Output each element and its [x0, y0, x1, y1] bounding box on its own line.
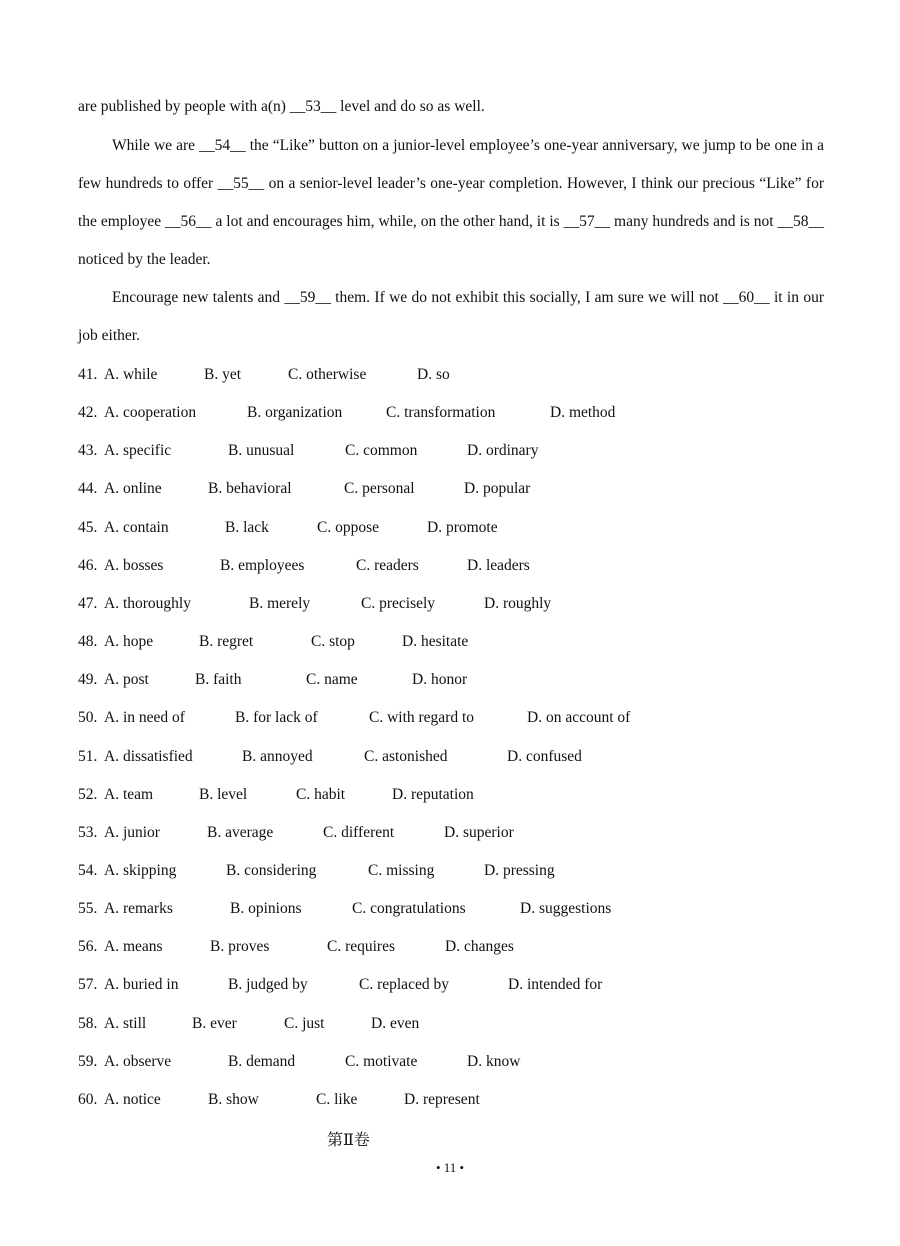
option-a: A. post	[104, 671, 149, 689]
option-c: C. habit	[296, 785, 346, 803]
option-d: D. know	[467, 1052, 521, 1070]
option-d: D. so	[417, 366, 450, 383]
option-c: C. common	[345, 442, 418, 460]
option-b: B. judged by	[228, 976, 308, 994]
option-c: C. transformation	[386, 404, 496, 422]
question-number: 48.	[78, 633, 98, 651]
question-number: 57.	[78, 976, 98, 994]
option-b: B. employees	[220, 556, 305, 574]
option-d: D. represent	[404, 1090, 480, 1108]
question-number: 55.	[78, 900, 98, 918]
option-b: B. unusual	[228, 442, 295, 460]
option-b: B. considering	[226, 861, 317, 879]
option-c: C. astonished	[364, 747, 448, 765]
question-number: 53.	[78, 823, 98, 841]
option-a: A. skipping	[104, 861, 177, 879]
option-a: A. thoroughly	[104, 594, 191, 612]
question-number: 60.	[78, 1090, 98, 1108]
option-d: D. method	[550, 404, 616, 422]
option-c: C. congratulations	[352, 900, 466, 918]
option-c: C. readers	[356, 556, 419, 574]
option-c: C. stop	[311, 633, 355, 651]
option-c: C. requires	[327, 938, 396, 956]
option-b: B. level	[199, 785, 248, 803]
option-b: B. average	[207, 823, 274, 841]
question-number: 51.	[78, 747, 98, 765]
question-number: 42.	[78, 404, 98, 422]
option-a: A. team	[104, 785, 154, 803]
question-number: 50.	[78, 709, 98, 727]
question-number: 44.	[78, 480, 98, 498]
option-c: C. precisely	[361, 594, 436, 612]
option-c: C. like	[316, 1090, 358, 1108]
option-d: D. honor	[412, 671, 468, 689]
option-c: C. otherwise	[288, 366, 367, 383]
option-a: A. while	[104, 366, 158, 383]
option-b: B. ever	[192, 1014, 237, 1032]
option-d: D. leaders	[467, 556, 530, 574]
option-d: D. roughly	[484, 594, 552, 612]
option-b: B. faith	[195, 671, 242, 689]
option-a: A. observe	[104, 1052, 172, 1070]
option-b: B. show	[208, 1090, 259, 1108]
option-c: C. with regard to	[369, 709, 475, 727]
option-c: C. replaced by	[359, 976, 449, 994]
option-a: A. specific	[104, 442, 172, 460]
question-number: 43.	[78, 442, 98, 460]
option-a: A. notice	[104, 1090, 161, 1108]
question-number: 41.	[78, 366, 98, 383]
option-d: D. confused	[507, 747, 582, 765]
option-a: A. junior	[104, 823, 160, 841]
option-b: B. merely	[249, 594, 311, 612]
question-number: 56.	[78, 938, 98, 956]
question-number: 47.	[78, 594, 98, 612]
option-b: B. organization	[247, 404, 343, 422]
option-d: D. hesitate	[402, 633, 469, 651]
option-b: B. opinions	[230, 900, 302, 918]
option-b: B. demand	[228, 1052, 296, 1070]
passage-line-53: are published by people with a(n) __53__ level and do so as well.	[78, 98, 485, 115]
option-c: C. motivate	[345, 1052, 418, 1070]
option-a: A. cooperation	[104, 404, 197, 422]
option-d: D. on account of	[527, 709, 631, 727]
page-number: • 11 •	[435, 1160, 465, 1175]
option-b: B. proves	[210, 938, 270, 956]
option-c: C. personal	[344, 480, 415, 498]
option-a: A. hope	[104, 633, 154, 651]
question-number: 52.	[78, 785, 98, 803]
question-number: 45.	[78, 518, 98, 536]
option-b: B. yet	[204, 366, 242, 383]
option-a: A. contain	[104, 518, 169, 536]
option-a: A. means	[104, 938, 163, 956]
option-d: D. pressing	[484, 861, 555, 879]
question-number: 49.	[78, 671, 98, 689]
option-c: C. name	[306, 671, 358, 689]
option-c: C. missing	[368, 861, 435, 879]
passage-paragraph-54-58: While we are __54__ the “Like” button on a junior-level employee’s one-year anniversary, we jump to be one in a few hundreds to offer __55__ on a senior-level leader’s one-year completion. However, I think our precious “Like” for the employee __56__ a lot and encourages him, while, on the other hand, it is __57__ many hundreds and is not __58__ noticed by the leader.	[78, 137, 824, 268]
option-d: D. popular	[464, 480, 531, 498]
option-c: C. different	[323, 823, 395, 841]
option-d: D. ordinary	[467, 442, 539, 460]
option-a: A. dissatisfied	[104, 747, 193, 765]
option-d: D. promote	[427, 518, 498, 536]
question-number: 59.	[78, 1052, 98, 1070]
option-a: A. bosses	[104, 556, 164, 574]
option-d: D. intended for	[508, 976, 603, 994]
option-b: B. regret	[199, 633, 254, 651]
question-number: 54.	[78, 861, 98, 879]
option-a: A. still	[104, 1014, 147, 1032]
option-d: D. superior	[444, 823, 514, 841]
passage-paragraph-59-60: Encourage new talents and __59__ them. If we do not exhibit this socially, I am sure we will not __60__ it in our job either.	[78, 289, 824, 344]
option-a: A. online	[104, 480, 162, 498]
option-b: B. annoyed	[242, 747, 313, 765]
question-number: 46.	[78, 556, 98, 574]
option-b: B. for lack of	[235, 709, 318, 727]
option-d: D. suggestions	[520, 900, 612, 918]
option-c: C. oppose	[317, 518, 379, 536]
question-number: 58.	[78, 1014, 98, 1032]
option-a: A. buried in	[104, 976, 179, 994]
section-title: 第Ⅱ卷	[327, 1132, 370, 1149]
option-a: A. in need of	[104, 709, 185, 727]
option-d: D. reputation	[392, 785, 474, 803]
option-d: D. even	[371, 1014, 420, 1032]
option-c: C. just	[284, 1014, 325, 1032]
option-b: B. behavioral	[208, 480, 292, 498]
option-b: B. lack	[225, 518, 269, 536]
option-d: D. changes	[445, 938, 514, 956]
option-a: A. remarks	[104, 900, 173, 918]
